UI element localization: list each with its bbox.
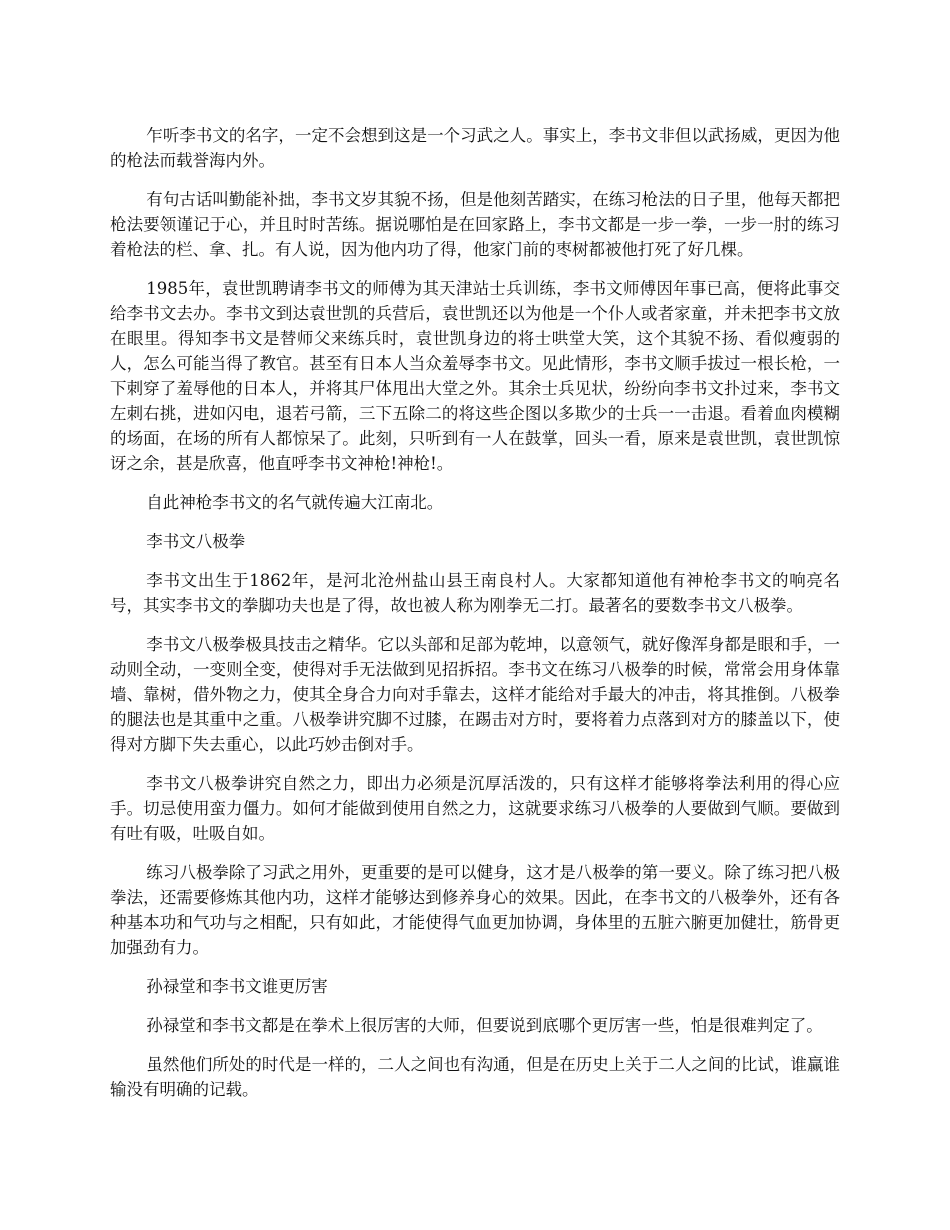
paragraph: 李书文八极拳讲究自然之力，即出力必须是沉厚活泼的，只有这样才能够将拳法利用的得心应手。切忌使用蛮力僵力。如何才能做到使用自然之力，这就要求练习八极拳的人要做到气顺。要做到有吐有吸，吐吸自如。: [110, 774, 840, 843]
paragraph: 李书文出生于1862年，是河北沧州盐山县王南良村人。大家都知道他有神枪李书文的响亮名号，其实李书文的拳脚功夫也是了得，故也被人称为刚拳无二打。最著名的要数李书文八极拳。: [110, 571, 840, 615]
paragraph: 李书文八极拳极具技击之精华。它以头部和足部为乾坤，以意领气，就好像浑身都是眼和手，一动则全动，一变则全变，使得对手无法做到见招拆招。李书文在练习八极拳的时候，常常会用身体靠墙、靠树，借外物之力，使其全身合力向对手靠去，这样才能给对手最大的冲击，将其推倒。八极拳的腿法也是其重中之重。八极拳讲究脚不过膝，在踢击对方时，要将着力点落到对方的膝盖以下，使得对方脚下失去重心，以此巧妙击倒对手。: [110, 635, 840, 754]
paragraph: 1985年，袁世凯聘请李书文的师傅为其天津站士兵训练，李书文师傅因年事已高，便将此事交给李书文去办。李书文到达袁世凯的兵营后，袁世凯还以为他是一个仆人或者家童，并未把李书文放在眼里。得知李书文是替师父来练兵时，袁世凯身边的将士哄堂大笑，这个其貌不扬、看似瘦弱的人，怎么可能当得了教官。甚至有日本人当众羞辱李书文。见此情形，李书文顺手拔过一根长枪，一下刺穿了羞辱他的日本人，并将其尸体甩出大堂之外。其余士兵见状，纷纷向李书文扑过来，李书文左刺右挑，进如闪电，退若弓箭，三下五除二的将这些企图以多欺少的士兵一一击退。看着血肉模糊的场面，在场的所有人都惊呆了。此刻，只听到有一人在鼓掌，回头一看，原来是袁世凯，袁世凯惊讶之余，甚是欣喜，他直呼李书文神枪!神枪!。: [110, 279, 840, 473]
paragraph: 虽然他们所处的时代是一样的，二人之间也有沟通，但是在历史上关于二人之间的比试，谁赢谁输没有明确的记载。: [110, 1055, 840, 1099]
paragraph: 孙禄堂和李书文都是在拳术上很厉害的大师，但要说到底哪个更厉害一些，怕是很难判定了。: [146, 1016, 823, 1035]
section-heading: 李书文八极拳: [146, 532, 246, 551]
paragraph: 乍听李书文的名字，一定不会想到这是一个习武之人。事实上，李书文非但以武扬威，更因为他的枪法而载誉海内外。: [110, 126, 840, 170]
document-page: [110, 123, 840, 1116]
section-heading: 孙禄堂和李书文谁更厉害: [146, 977, 328, 996]
paragraph: 自此神枪李书文的名气就传遍大江南北。: [146, 493, 444, 512]
paragraph: 练习八极拳除了习武之用外，更重要的是可以健身，这才是八极拳的第一要义。除了练习把八极拳法，还需要修炼其他内功，这样才能够达到修养身心的效果。因此，在李书文的八极拳外，还有各种基本功和气功与之相配，只有如此，才能使得气血更加协调，身体里的五脏六腑更加健壮，筋骨更加强劲有力。: [110, 863, 840, 957]
paragraph: 有句古话叫勤能补拙，李书文岁其貌不扬，但是他刻苦踏实，在练习枪法的日子里，他每天都把枪法要领谨记于心，并且时时苦练。据说哪怕是在回家路上，李书文都是一步一拳，一步一肘的练习着枪法的栏、拿、扎。有人说，因为他内功了得，他家门前的枣树都被他打死了好几棵。: [110, 190, 840, 259]
